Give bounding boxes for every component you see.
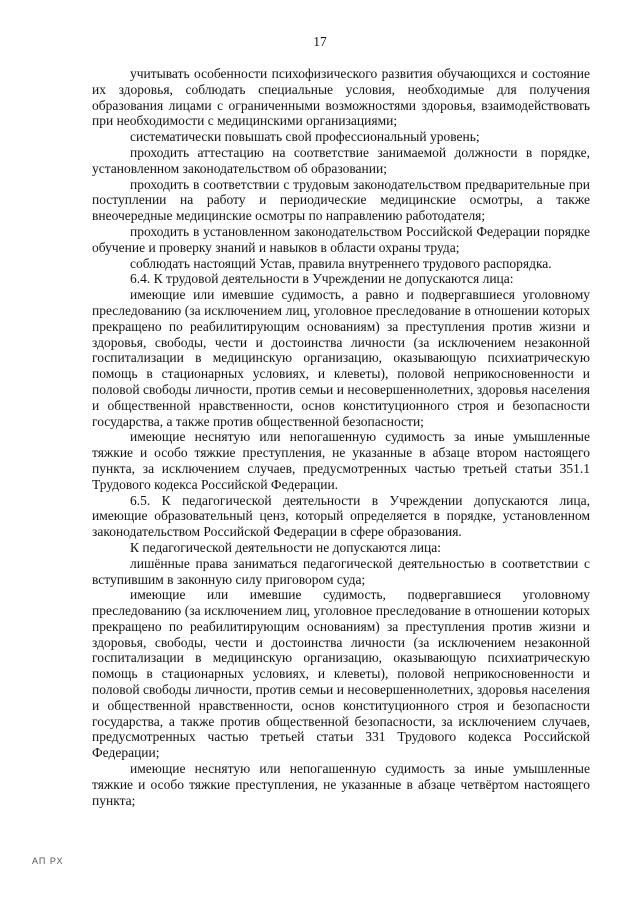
paragraph: К педагогической деятельности не допускаются лица: [130, 539, 441, 555]
section-heading-6-4: 6.4. К трудовой деятельности в Учреждении не допускаются лица: [130, 271, 514, 287]
paragraph: имеющие неснятую или непогашенную судимость за иные умышленные тяжкие и особо тяжкие преступления, не указанные в абзаце четвёртом настоящего пункта; [92, 761, 590, 808]
paragraph: имеющие или имевшие судимость, подвергавшиеся уголовному преследованию (за исключением лиц, уголовное преследование в отношении которых прекращено по реабилитирующим основаниям) за преступления против жизни и здоровья, свободы, чести и достоинства личности (за исключением незаконной госпитализации в медицинскую организацию, оказывающую психиатрическую помощь в стационарных условиях, и клеветы), половой неприкосновенности и половой свободы личности, против семьи и несовершеннолетних, здоровья населения и общественной нравственности, основ конституционного строя и безопасности государства, а также против общественной безопасности, за исключением случаев, предусмотренных частью третьей статьи 331 Трудового кодекса Российской Федерации; [92, 587, 590, 761]
paragraph: проходить в установленном законодательством Российской Федерации порядке обучение и проверку знаний и навыков в области охраны труда; [92, 223, 590, 255]
paragraph: имеющие неснятую или непогашенную судимость за иные умышленные тяжкие и особо тяжкие преступления, не указанные в абзаце втором настоящего пункта, за исключением случаев, предусмотренных частью третьей статьи 351.1 Трудового кодекса Российской Федерации. [92, 429, 590, 492]
page-number: 17 [313, 34, 327, 49]
footer-mark: АП РХ [32, 856, 64, 866]
paragraph: проходить аттестацию на соответствие занимаемой должности в порядке, установленном законодательством об образовании; [92, 144, 590, 176]
paragraph: имеющие или имевшие судимость, а равно и подвергавшиеся уголовному преследованию (за исключением лиц, уголовное преследование в отношении которых прекращено по реабилитирующим основаниям) за преступления против жизни и здоровья, свободы, чести и достоинства личности (за исключением незаконной госпитализации в медицинскую организацию, оказывающую психиатрическую помощь в стационарных условиях, и клеветы), половой неприкосновенности и половой свободы личности, против семьи и несовершеннолетних, здоровья населения и общественной нравственности, основ конституционного строя и безопасности государства, а также против общественной безопасности; [92, 287, 590, 429]
paragraph: соблюдать настоящий Устав, правила внутреннего трудового распорядка. [130, 255, 552, 271]
document-body [92, 66, 590, 808]
paragraph: систематически повышать свой профессиональный уровень; [130, 129, 480, 145]
section-heading-6-5: 6.5. К педагогической деятельности в Учреждении допускаются лица, имеющие образовательный ценз, который определяется в порядке, установленном законодательством Российской Федерации в сфере образования. [92, 492, 590, 540]
paragraph: лишённые права заниматься педагогической деятельностью в соответствии с вступившим в законную силу приговором суда; [92, 555, 590, 587]
paragraph: проходить в соответствии с трудовым законодательством предварительные при поступлении на работу и периодические медицинские осмотры, а также внеочередные медицинские осмотры по направлению работодателя; [92, 176, 590, 224]
paragraph: учитывать особенности психофизического развития обучающихся и состояние их здоровья, соблюдать специальные условия, необходимые для получения образования лицами с ограниченными возможностями здоровья, взаимодействовать при необходимости с медицинскими организациями; [92, 66, 590, 129]
